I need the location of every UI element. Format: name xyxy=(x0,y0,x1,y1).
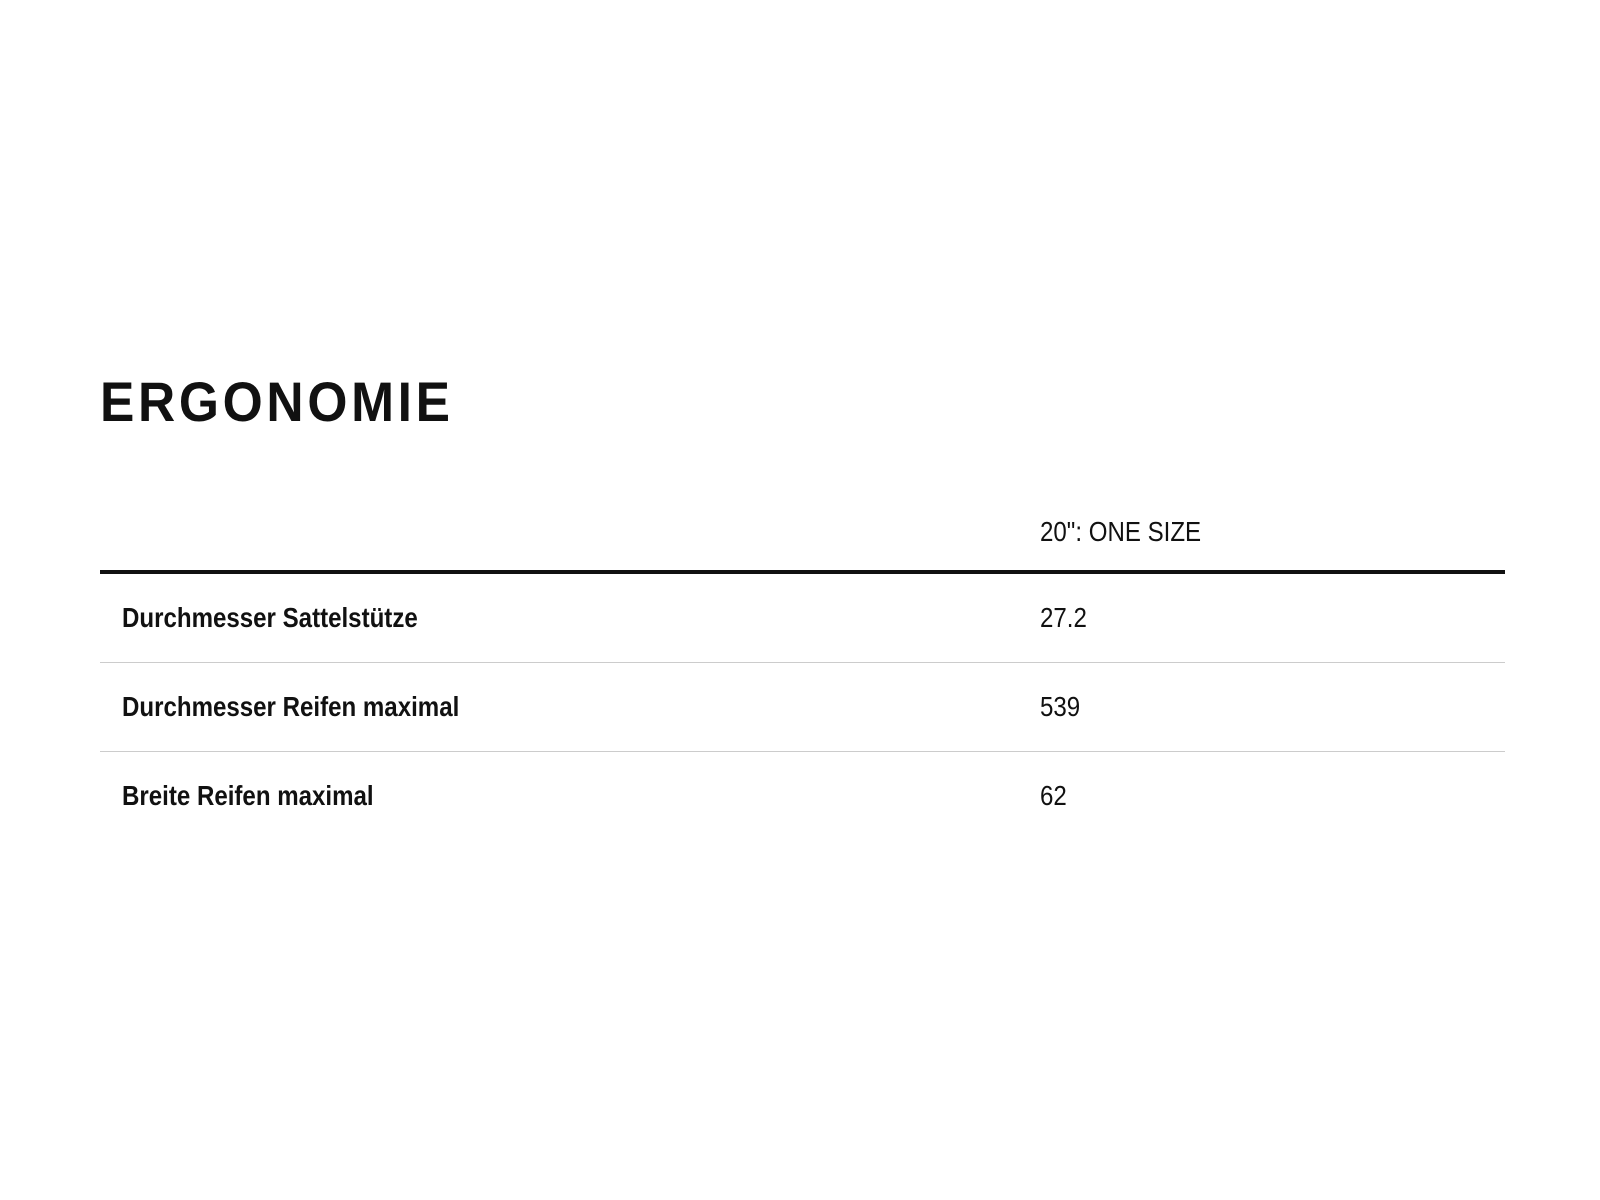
table-header-size-cell xyxy=(1040,510,1505,572)
row-label-cell xyxy=(100,663,1040,752)
row-label: Durchmesser Sattelstütze xyxy=(122,602,418,633)
table-row xyxy=(100,572,1505,663)
ergonomie-section xyxy=(100,372,1505,840)
table-header-empty-cell xyxy=(100,510,1040,572)
row-value-cell xyxy=(1040,752,1505,841)
row-label-cell xyxy=(100,752,1040,841)
row-label: Breite Reifen maximal xyxy=(122,780,374,811)
row-value: 62 xyxy=(1040,780,1067,811)
table-header-row xyxy=(100,510,1505,572)
size-column-header: 20": ONE SIZE xyxy=(1040,516,1202,547)
row-value-cell xyxy=(1040,663,1505,752)
row-label-cell xyxy=(100,572,1040,663)
section-title: ERGONOMIE xyxy=(100,370,454,433)
geometry-spec-table xyxy=(100,510,1505,840)
table-row xyxy=(100,752,1505,841)
row-value-cell xyxy=(1040,572,1505,663)
table-row xyxy=(100,663,1505,752)
row-label: Durchmesser Reifen maximal xyxy=(122,691,460,722)
row-value: 27.2 xyxy=(1040,602,1087,633)
row-value: 539 xyxy=(1040,691,1081,722)
